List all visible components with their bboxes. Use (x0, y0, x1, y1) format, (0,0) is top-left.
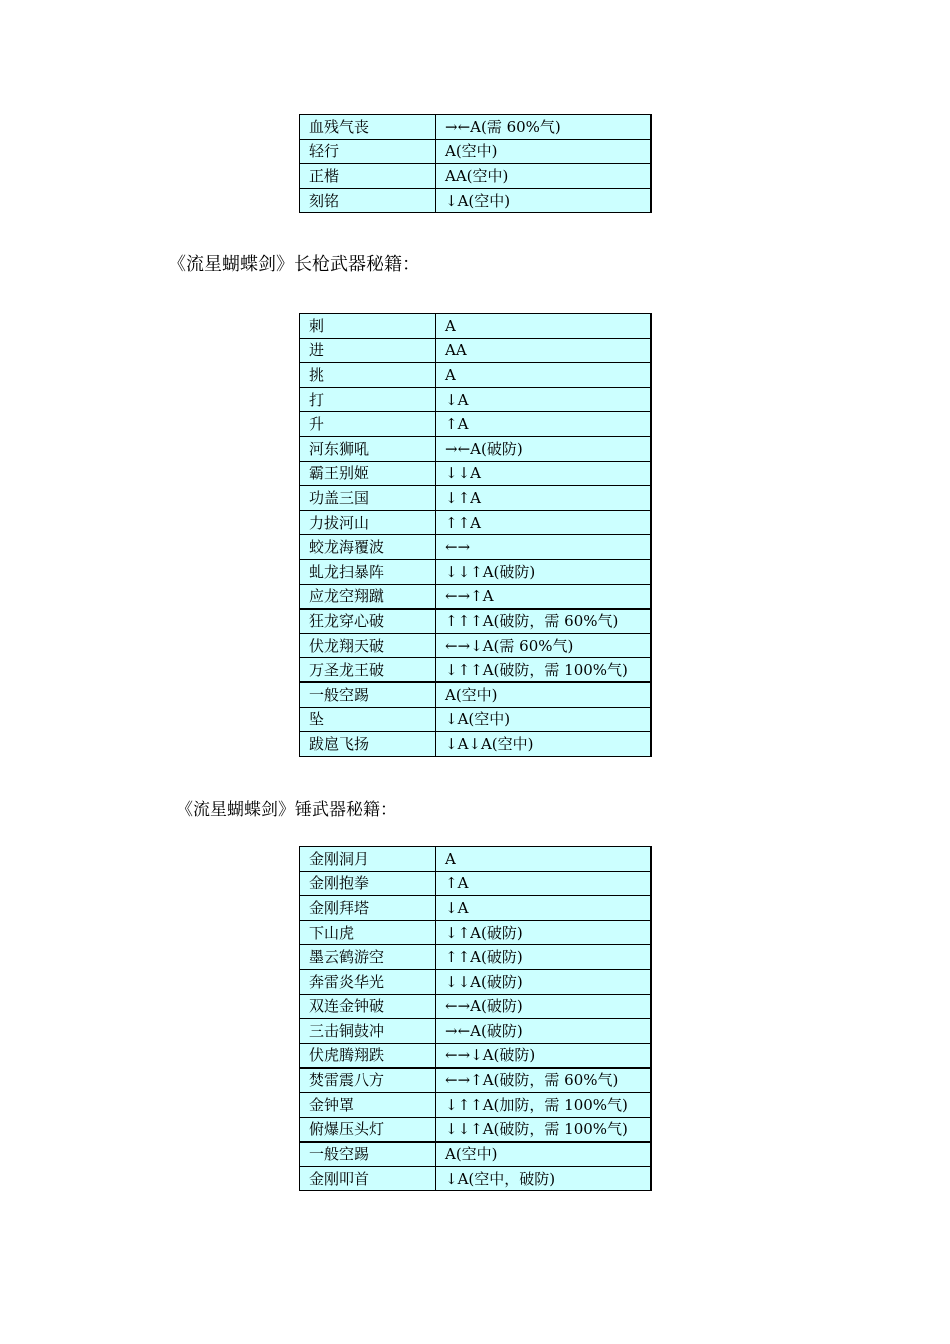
move-command: ←→↑A(破防，需 60%气) (436, 1068, 651, 1093)
table-row (300, 707, 651, 732)
move-command: ↓A(空中，破防) (436, 1166, 651, 1191)
move-command: ↓↓↑A(破防，需 100%气) (436, 1117, 651, 1142)
table-row (300, 920, 651, 945)
move-name: 霸王别姬 (300, 461, 436, 486)
table-row (300, 164, 651, 189)
move-command: ↓A (436, 387, 651, 412)
table-row (300, 559, 651, 584)
move-name: 金刚抱拳 (300, 871, 436, 896)
table-row (300, 609, 651, 634)
table-row (300, 1043, 651, 1068)
move-name: 伏虎腾翔跌 (300, 1043, 436, 1068)
move-name: 刺 (300, 314, 436, 339)
move-command: A(空中) (436, 1142, 651, 1167)
move-command: AA(空中) (436, 164, 651, 189)
table-row (300, 945, 651, 970)
move-command: ↓↑↑A(破防，需 100%气) (436, 658, 651, 683)
move-command: ↑↑A(破防) (436, 945, 651, 970)
table-row (300, 584, 651, 609)
move-name: 挑 (300, 363, 436, 388)
table-row (300, 461, 651, 486)
table-row (300, 994, 651, 1019)
move-command: →←A(破防) (436, 1019, 651, 1044)
move-name: 一般空踢 (300, 682, 436, 707)
move-command: ↓↓A (436, 461, 651, 486)
move-command: ↑A (436, 412, 651, 437)
move-command: ↓A↓A(空中) (436, 732, 651, 757)
move-command: ↓↓↑A(破防) (436, 559, 651, 584)
move-command: ←→ (436, 535, 651, 560)
move-command: AA (436, 338, 651, 363)
move-name: 打 (300, 387, 436, 412)
table-row (300, 658, 651, 683)
table-row (300, 338, 651, 363)
move-name: 升 (300, 412, 436, 437)
move-name: 正楷 (300, 164, 436, 189)
move-name: 金钟罩 (300, 1092, 436, 1117)
move-command: ↓↓A(破防) (436, 969, 651, 994)
move-name: 狂龙穿心破 (300, 609, 436, 634)
move-command: ↓↑A(破防) (436, 920, 651, 945)
move-command: →←A(破防) (436, 436, 651, 461)
table-row (300, 139, 651, 164)
table-sword-moves (299, 114, 652, 213)
move-name: 墨云鹤游空 (300, 945, 436, 970)
table-row (300, 871, 651, 896)
move-name: 一般空踢 (300, 1142, 436, 1167)
table-row (300, 115, 651, 140)
move-name: 河东狮吼 (300, 436, 436, 461)
table-row (300, 1068, 651, 1093)
move-command: ↑A (436, 871, 651, 896)
move-name: 刻铭 (300, 188, 436, 213)
table-row (300, 633, 651, 658)
move-name: 下山虎 (300, 920, 436, 945)
section-heading-spear: 《流星蝴蝶剑》长枪武器秘籍： (168, 254, 420, 275)
move-name: 金刚叩首 (300, 1166, 436, 1191)
table-row (300, 847, 651, 872)
table-row (300, 387, 651, 412)
move-name: 金刚洞月 (300, 847, 436, 872)
move-command: ←→A(破防) (436, 994, 651, 1019)
move-name: 伏龙翔天破 (300, 633, 436, 658)
move-command: ↓A(空中) (436, 188, 651, 213)
move-command: ↑↑A (436, 510, 651, 535)
move-command: ↓↑↑A(加防，需 100%气) (436, 1092, 651, 1117)
move-name: 万圣龙王破 (300, 658, 436, 683)
move-command: A(空中) (436, 682, 651, 707)
table-row (300, 535, 651, 560)
move-command: ←→↑A (436, 584, 651, 609)
move-name: 奔雷炎华光 (300, 969, 436, 994)
move-command: A (436, 363, 651, 388)
move-name: 力拔河山 (300, 510, 436, 535)
move-name: 跋扈飞扬 (300, 732, 436, 757)
table-row (300, 732, 651, 757)
table-row (300, 314, 651, 339)
move-command: A(空中) (436, 139, 651, 164)
move-name: 双连金钟破 (300, 994, 436, 1019)
move-name: 坠 (300, 707, 436, 732)
table-row (300, 363, 651, 388)
move-name: 焚雷震八方 (300, 1068, 436, 1093)
move-command: ←→↓A(需 60%气) (436, 633, 651, 658)
table-row (300, 896, 651, 921)
move-name: 俯爆压头灯 (300, 1117, 436, 1142)
move-command: ↓↑A (436, 486, 651, 511)
move-name: 蛟龙海覆波 (300, 535, 436, 560)
table-row (300, 188, 651, 213)
move-name: 血残气丧 (300, 115, 436, 140)
move-name: 进 (300, 338, 436, 363)
table-row (300, 436, 651, 461)
move-command: A (436, 314, 651, 339)
move-name: 应龙空翔蹴 (300, 584, 436, 609)
move-command: →←A(需 60%气) (436, 115, 651, 140)
move-command: A (436, 847, 651, 872)
table-row (300, 1142, 651, 1167)
table-row (300, 1019, 651, 1044)
move-name: 金刚拜塔 (300, 896, 436, 921)
move-name: 三击铜鼓冲 (300, 1019, 436, 1044)
move-command: ←→↓A(破防) (436, 1043, 651, 1068)
table-spear-moves (299, 313, 652, 757)
table-row (300, 510, 651, 535)
table-hammer-moves (299, 846, 652, 1191)
table-row (300, 1092, 651, 1117)
table-row (300, 682, 651, 707)
move-name: 轻行 (300, 139, 436, 164)
move-name: 功盖三国 (300, 486, 436, 511)
table-row (300, 486, 651, 511)
move-command: ↓A (436, 896, 651, 921)
move-name: 虬龙扫暴阵 (300, 559, 436, 584)
move-command: ↓A(空中) (436, 707, 651, 732)
table-row (300, 412, 651, 437)
move-command: ↑↑↑A(破防，需 60%气) (436, 609, 651, 634)
table-row (300, 1117, 651, 1142)
table-row (300, 969, 651, 994)
table-row (300, 1166, 651, 1191)
section-heading-hammer: 《流星蝴蝶剑》锤武器秘籍： (176, 800, 397, 820)
